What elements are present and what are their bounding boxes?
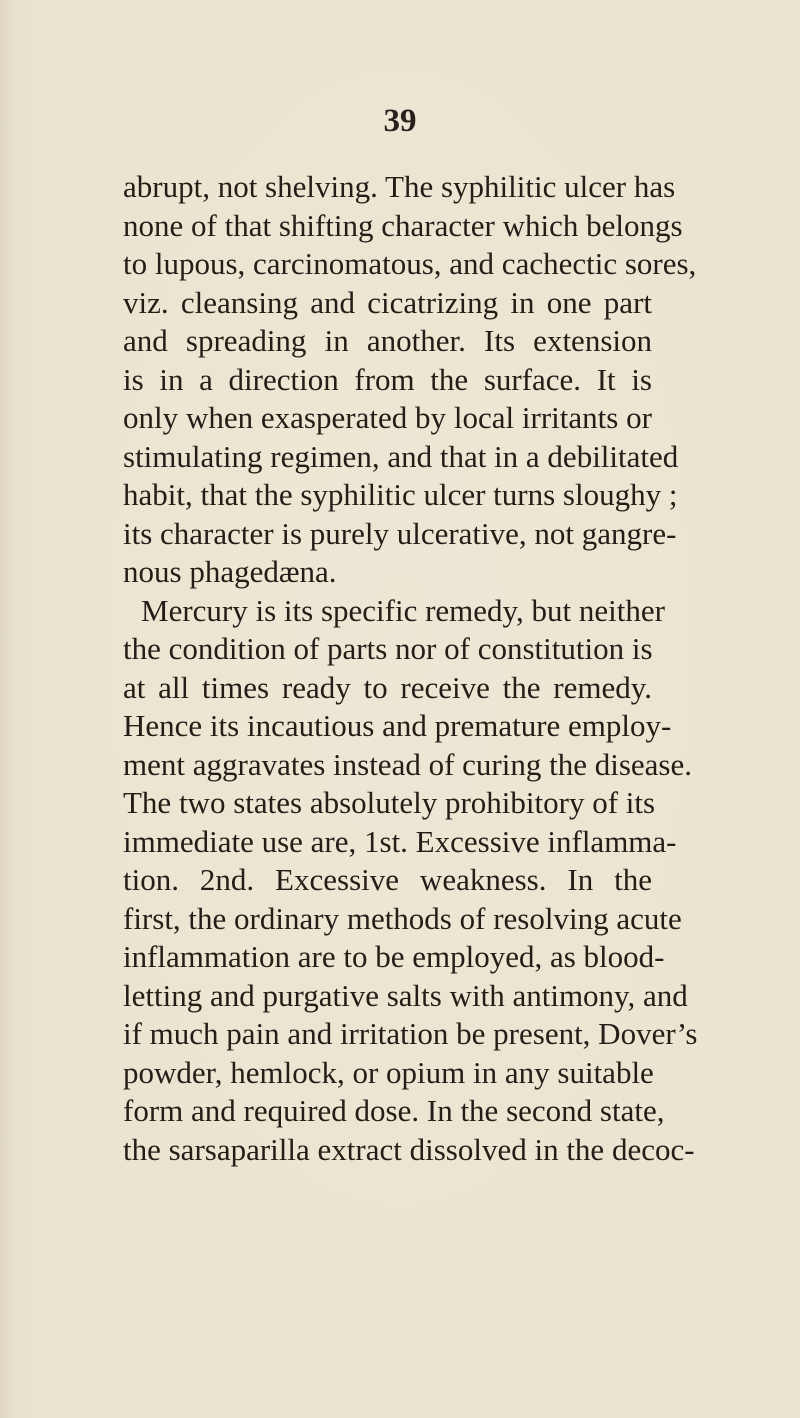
- text-line: Mercury is its specific remedy, but neither: [141, 592, 665, 628]
- text-line: immediate use are, 1st. Excessive inflamma-: [123, 823, 677, 859]
- text-line: habit, that the syphilitic ulcer turns sloughy ;: [123, 477, 678, 512]
- text-line: only when exasperated by local irritants or: [123, 400, 652, 435]
- text-line: letting and purgative salts with antimony, and: [123, 977, 688, 1013]
- text-line: none of that shifting character which belongs: [123, 207, 683, 243]
- text-line: The two states absolutely prohibitory of its: [123, 785, 656, 820]
- text-line: and spreading in another. Its extension: [123, 323, 652, 358]
- text-line: abrupt, not shelving. The syphilitic ulcer has: [123, 169, 676, 204]
- text-line: to lupous, carcinomatous, and cachectic sores,: [123, 246, 697, 281]
- text-line: viz. cleansing and cicatrizing in one part: [123, 284, 652, 320]
- text-line: first, the ordinary methods of resolving acute: [123, 900, 682, 936]
- page-number: 39: [383, 103, 417, 139]
- text-line: Hence its incautious and premature employ-: [123, 708, 672, 743]
- text-line: the sarsaparilla extract dissolved in the decoc-: [123, 1131, 695, 1167]
- text-line: form and required dose. In the second state,: [123, 1093, 665, 1128]
- text-line: if much pain and irritation be present, Dover’s: [123, 1016, 698, 1051]
- text-line: the condition of parts nor of constitution is: [123, 631, 653, 666]
- text-line: powder, hemlock, or opium in any suitable: [123, 1054, 654, 1090]
- text-line: its character is purely ulcerative, not gangre-: [123, 515, 677, 551]
- text-line: is in a direction from the surface. It is: [123, 361, 652, 397]
- text-line: at all times ready to receive the remedy.: [123, 669, 652, 705]
- text-line: stimulating regimen, and that in a debilitated: [123, 438, 679, 474]
- text-line: ment aggravates instead of curing the disease.: [123, 746, 692, 782]
- text-line: inflammation are to be employed, as blood-: [123, 939, 665, 974]
- body-text: [123, 168, 698, 1169]
- text-line: tion. 2nd. Excessive weakness. In the: [123, 862, 652, 897]
- text-line: nous phagedæna.: [123, 554, 337, 589]
